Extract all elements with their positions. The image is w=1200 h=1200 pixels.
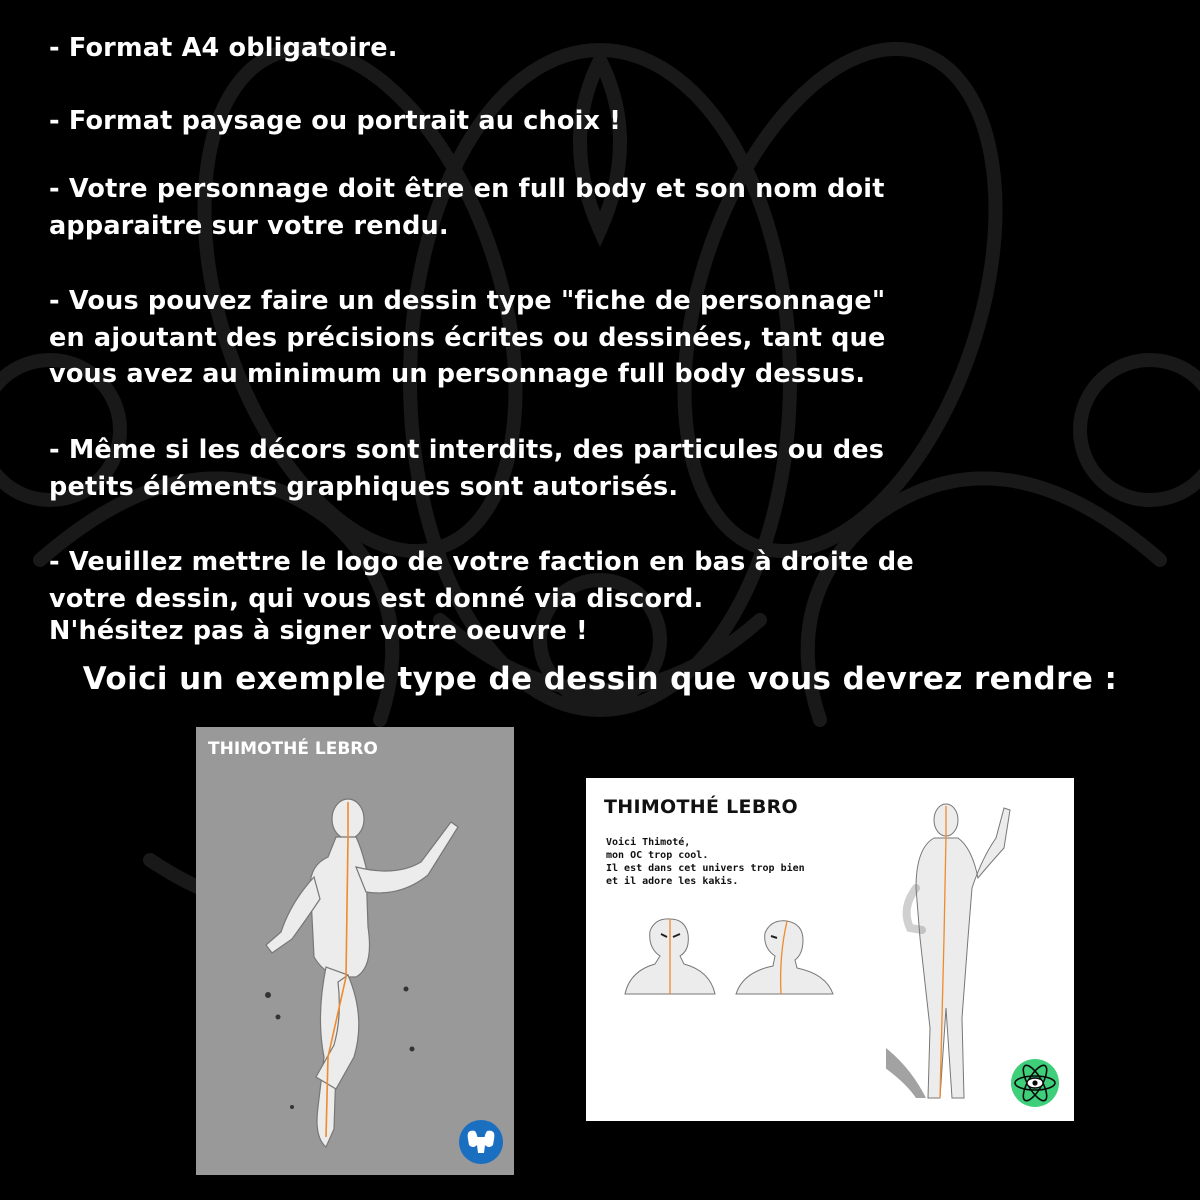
head-study-front bbox=[620, 916, 720, 996]
ram-head-faction-logo bbox=[458, 1119, 504, 1165]
rule-full-body: - Votre personnage doit être en full body et son nom doit apparaitre sur votre rendu. bbox=[49, 174, 885, 241]
rule-sign: N'hésitez pas à signer votre oeuvre ! bbox=[49, 616, 588, 646]
rule-a4: - Format A4 obligatoire. bbox=[49, 33, 398, 63]
rule-orientation: - Format paysage ou portrait au choix ! bbox=[49, 106, 622, 136]
character-description: Voici Thimoté, mon OC trop cool. Il est dans cet univers trop bien et il adore les kakis. bbox=[606, 837, 805, 887]
rule-no-background: - Même si les décors sont interdits, des particules ou des petits éléments graphiques sont autorisés. bbox=[49, 435, 885, 502]
example-headline: Voici un exemple type de dessin que vous devrez rendre : bbox=[82, 661, 1118, 697]
character-name: THIMOTHÉ LEBRO bbox=[604, 796, 798, 818]
mannequin-floating-figure bbox=[196, 727, 514, 1175]
character-name: THIMOTHÉ LEBRO bbox=[208, 739, 378, 759]
rule-faction-logo: - Veuillez mettre le logo de votre faction en bas à droite de votre dessin, qui vous est donné via discord. bbox=[49, 547, 914, 614]
atom-eye-faction-logo bbox=[1010, 1058, 1060, 1108]
example-portrait-card bbox=[196, 727, 514, 1175]
example-landscape-card bbox=[586, 778, 1074, 1121]
rule-character-sheet: - Vous pouvez faire un dessin type "fiche de personnage" en ajoutant des précisions écrites ou dessinées, tant que vous avez au minimum un personnage full body dessus. bbox=[49, 286, 886, 389]
head-study-three-quarter bbox=[731, 916, 841, 996]
